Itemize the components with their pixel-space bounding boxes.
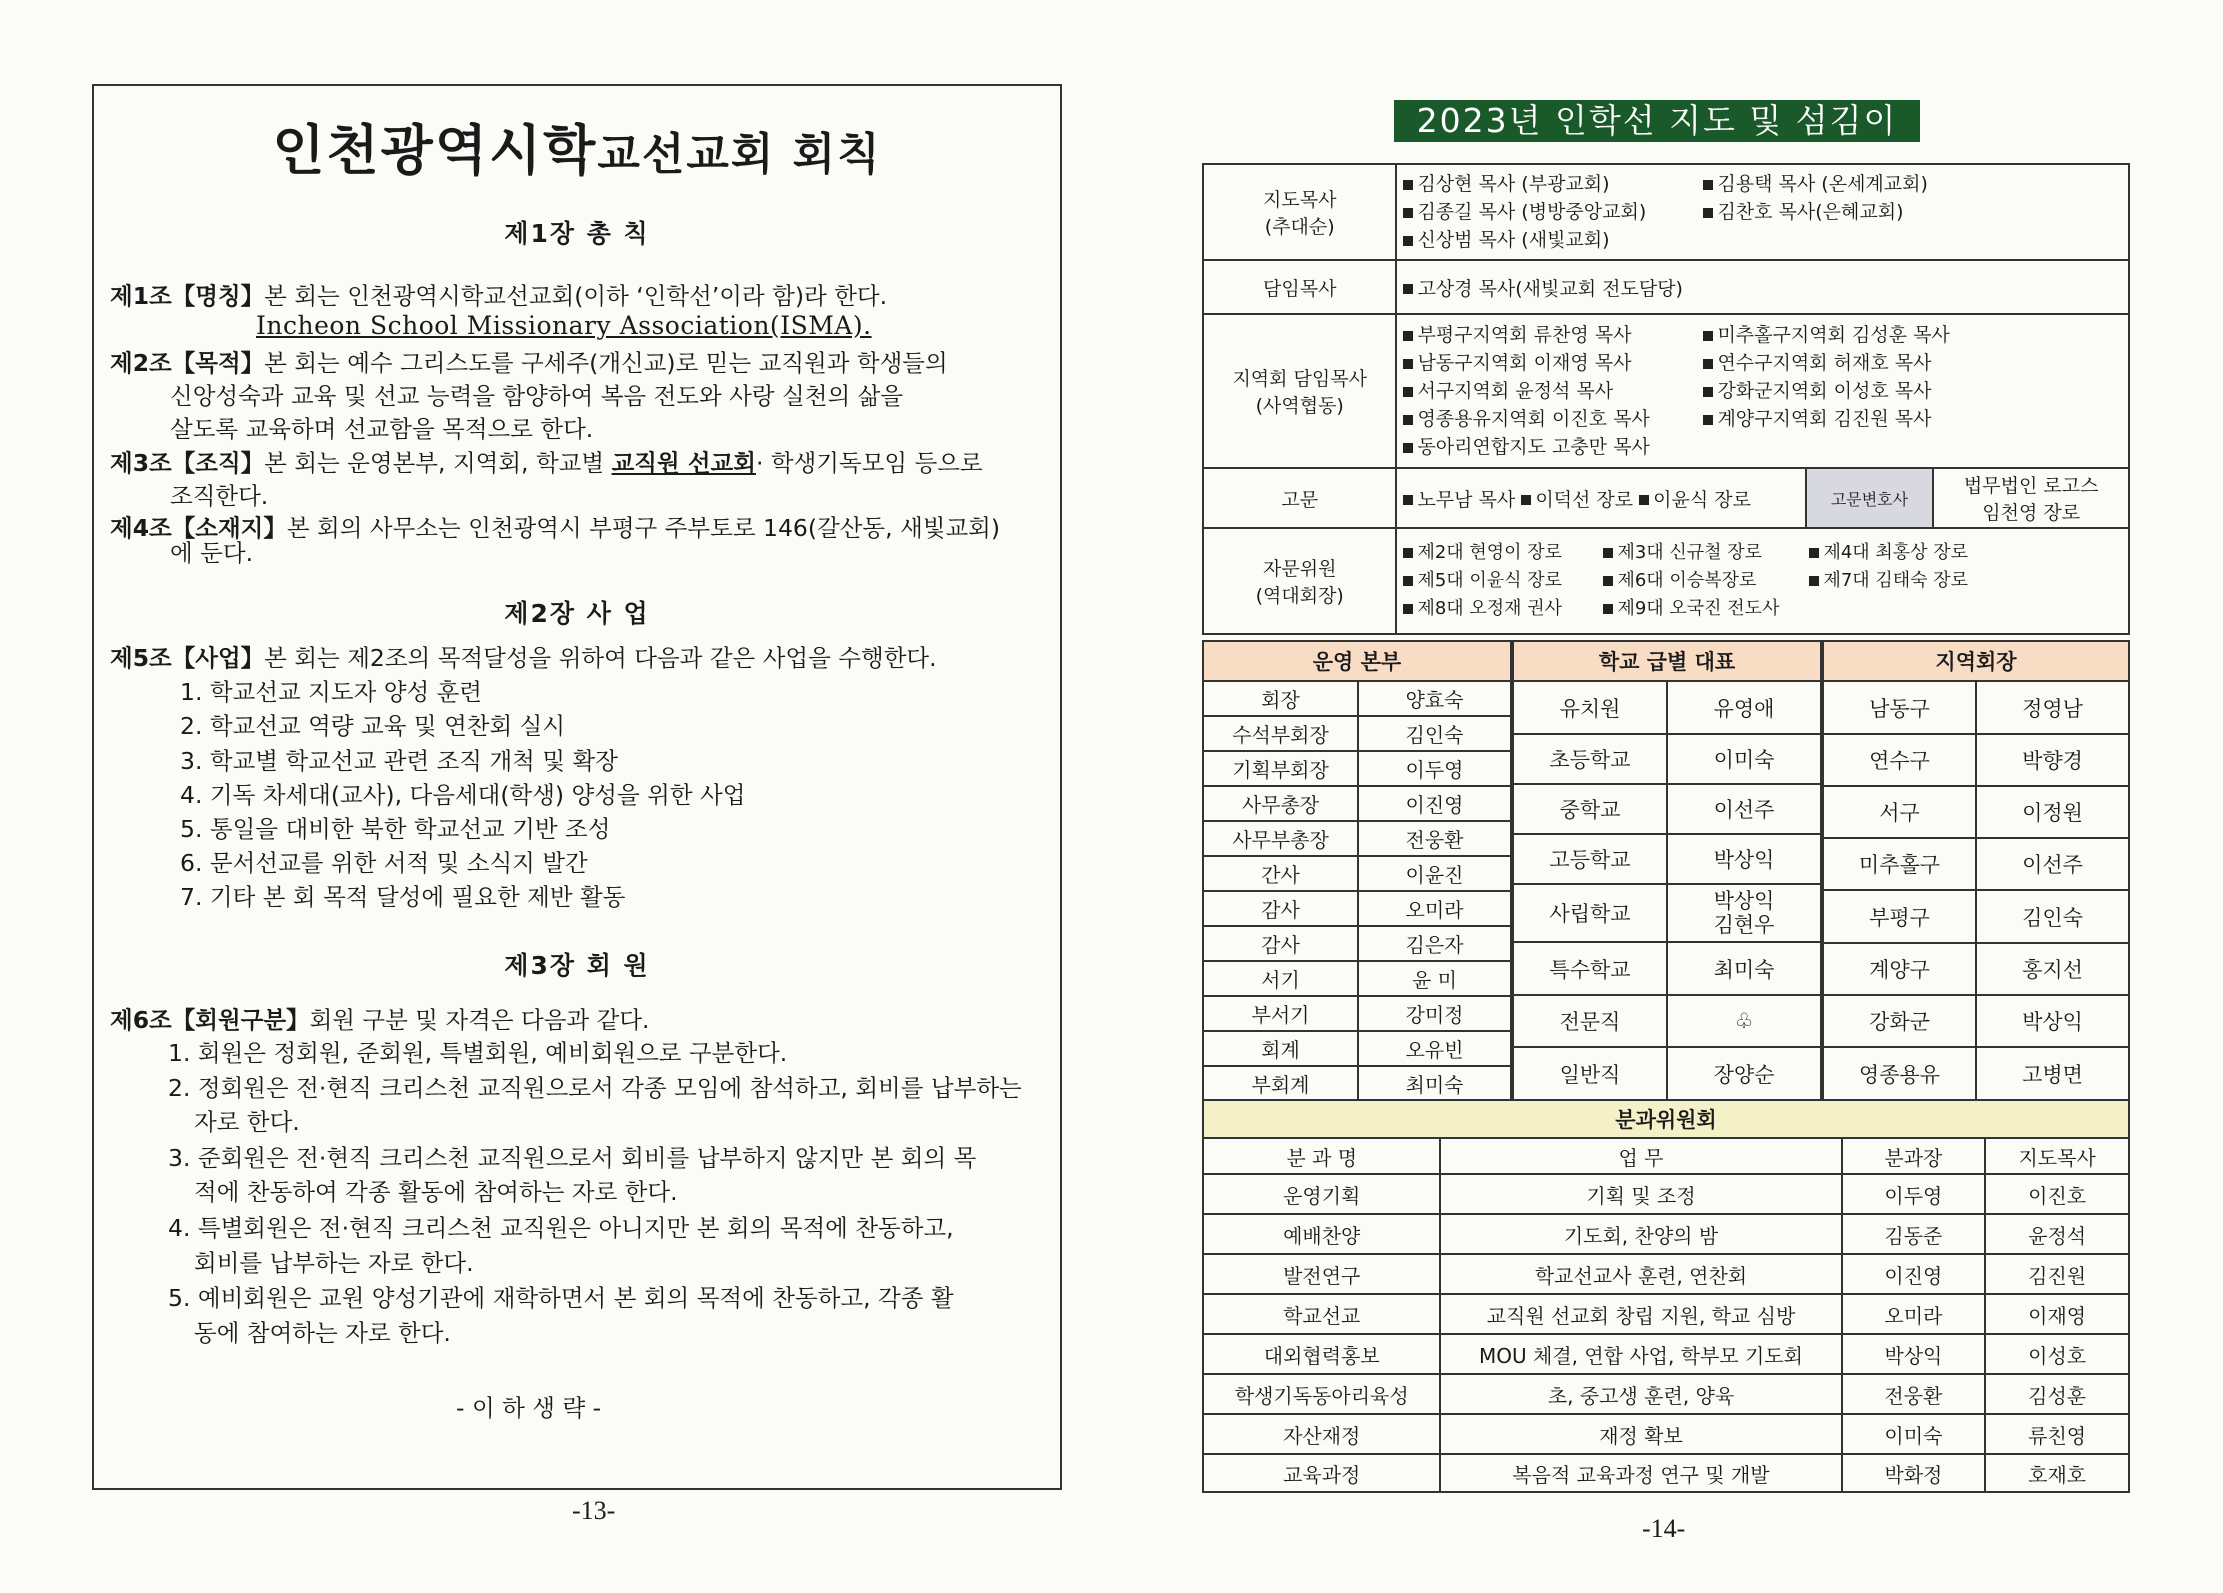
counsel-list: 노무남 목사 이덕선 장로 이윤식 장로 bbox=[1396, 468, 1805, 528]
table-row: 발전연구 학교선교사 훈련, 연찬회 이진영 김진원 bbox=[1203, 1254, 2129, 1294]
former-presidents-list: 제2대 현영이 장로 제3대 신규철 장로 제4대 최홍상 장로 제5대 이윤식 장로 제6대 이승복장로 제7대 김태숙 장로 제8대 오정재 권사 제9대 오국진 전도사 bbox=[1396, 528, 2129, 634]
article-5-item: 4. 기독 차세대(교사), 다음세대(학생) 양성을 위한 사업 bbox=[180, 781, 746, 809]
region-name: 연수구 bbox=[1823, 734, 1976, 786]
committee-col-header: 분과장 bbox=[1842, 1138, 1986, 1174]
region-name: 미추홀구 bbox=[1823, 838, 1976, 890]
article-6: 제6조【회원구분】회원 구분 및 자격은 다음과 같다. bbox=[110, 1006, 650, 1034]
region-head: 박상익 bbox=[1976, 995, 2129, 1047]
lawyer-value: 법무법인 로고스 임천영 장로 bbox=[1933, 468, 2129, 528]
hq-person: 김은자 bbox=[1358, 926, 1511, 961]
school-level: 유치원 bbox=[1513, 681, 1667, 734]
school-level: 중학교 bbox=[1513, 784, 1667, 834]
region-table bbox=[1822, 640, 2130, 1102]
hq-role: 수석부회장 bbox=[1203, 716, 1358, 751]
region-name: 서구 bbox=[1823, 786, 1976, 838]
advisors-label: 지도목사 (추대순) bbox=[1203, 164, 1396, 260]
right-page-title: 2023년 인학선 지도 및 섬김이 bbox=[1394, 100, 1920, 142]
table-row: 대외협력홍보 MOU 체결, 연합 사업, 학부모 기도회 박상익 이성호 bbox=[1203, 1334, 2129, 1374]
hq-person: 이두영 bbox=[1358, 751, 1511, 786]
hq-person: 양효숙 bbox=[1358, 681, 1511, 716]
article-4-line-2: 에 둔다. bbox=[170, 539, 254, 567]
hq-role: 서기 bbox=[1203, 961, 1358, 996]
committee-col-header: 지도목사 bbox=[1985, 1138, 2129, 1174]
omitted-note: - 이 하 생 략 - bbox=[456, 1394, 602, 1422]
hq-role: 사무부총장 bbox=[1203, 821, 1358, 856]
table-row: 학생기독동아리육성 초, 중고생 훈련, 양육 전웅환 김성훈 bbox=[1203, 1374, 2129, 1414]
hq-role: 사무총장 bbox=[1203, 786, 1358, 821]
article-6-line: 회비를 납부하는 자로 한다. bbox=[194, 1249, 474, 1277]
hq-role: 간사 bbox=[1203, 856, 1358, 891]
hq-header: 운영 본부 bbox=[1203, 641, 1511, 681]
article-5-item: 2. 학교선교 역량 교육 및 연찬회 실시 bbox=[180, 712, 566, 740]
table-row: 교육과정 복음적 교육과정 연구 및 개발 박화정 호재호 bbox=[1203, 1454, 2129, 1492]
article-5: 제5조【사업】본 회는 제2조의 목적달성을 위하여 다음과 같은 사업을 수행한다. bbox=[110, 644, 937, 672]
hq-person: 오유빈 bbox=[1358, 1031, 1511, 1066]
regional-pastor-list: 부평구지역회 류찬영 목사 미추홀구지역회 김성훈 목사 남동구지역회 이재영 목사 연수구지역회 허재호 목사 서구지역회 윤정석 목사 강화군지역회 이성호 목사 영종용유지역회 이진호 목사 계양구지역회 김진원 목사 동아리연합지도 고충만 목사 bbox=[1396, 314, 2129, 468]
article-6-line: 3. 준회원은 전·현직 크리스천 교직원으로서 회비를 납부하지 않지만 본 회의 목 bbox=[168, 1144, 977, 1172]
article-2-line-2: 신앙성숙과 교육 및 선교 능력을 함양하여 복음 전도와 사랑 실천의 삶을 bbox=[170, 382, 904, 410]
hq-role: 기획부회장 bbox=[1203, 751, 1358, 786]
region-name: 계양구 bbox=[1823, 943, 1976, 995]
hq-role: 감사 bbox=[1203, 926, 1358, 961]
table-row: 학교선교 교직원 선교회 창립 지원, 학교 심방 오미라 이재영 bbox=[1203, 1294, 2129, 1334]
page-number-left: -13- bbox=[572, 1496, 616, 1525]
article-5-item: 5. 통일을 대비한 북한 학교선교 기반 조성 bbox=[180, 815, 611, 843]
region-name: 강화군 bbox=[1823, 995, 1976, 1047]
hq-person: 최미숙 bbox=[1358, 1066, 1511, 1101]
school-rep: ♧ bbox=[1667, 995, 1821, 1047]
article-4-line-1: 제4조【소재지】본 회의 사무소는 인천광역시 부평구 주부토로 146(갈산동, 새빛교회) bbox=[110, 514, 1001, 542]
hq-role: 감사 bbox=[1203, 891, 1358, 926]
school-rep: 박상익 bbox=[1667, 834, 1821, 884]
page-title: 인천광역시학교선교회 회칙 bbox=[272, 119, 882, 182]
article-2-line-3: 살도록 교육하며 선교함을 목적으로 한다. bbox=[170, 415, 594, 443]
school-level: 일반직 bbox=[1513, 1047, 1667, 1101]
region-name: 부평구 bbox=[1823, 890, 1976, 943]
page-number-right: -14- bbox=[1642, 1514, 1686, 1543]
article-6-line: 적에 찬동하여 각종 활동에 참여하는 자로 한다. bbox=[194, 1178, 678, 1206]
hq-person: 김인숙 bbox=[1358, 716, 1511, 751]
article-1: 제1조【명칭】본 회는 인천광역시학교선교회(이하 ‘인학선’이라 함)라 한다. bbox=[110, 282, 888, 310]
former-presidents-label: 자문위원 (역대회장) bbox=[1203, 528, 1396, 634]
school-level: 초등학교 bbox=[1513, 734, 1667, 784]
article-6-line: 5. 예비회원은 교원 양성기관에 재학하면서 본 회의 목적에 찬동하고, 각종 활 bbox=[168, 1284, 954, 1312]
region-head: 이정원 bbox=[1976, 786, 2129, 838]
article-3-line-2: 조직한다. bbox=[170, 482, 269, 510]
chapter-3-heading: 제3장 회 원 bbox=[504, 951, 650, 980]
region-head: 박향경 bbox=[1976, 734, 2129, 786]
region-header: 지역회장 bbox=[1823, 641, 2129, 681]
table-row: 예배찬양 기도회, 찬양의 밤 김동준 윤정석 bbox=[1203, 1214, 2129, 1254]
article-6-line: 2. 정회원은 전·현직 크리스천 교직원으로서 각종 모임에 참석하고, 회비를 납부하는 bbox=[168, 1074, 1022, 1102]
article-6-line: 1. 회원은 정회원, 준회원, 특별회원, 예비회원으로 구분한다. bbox=[168, 1039, 788, 1067]
pastor-value: 고상경 목사(새빛교회 전도담당) bbox=[1396, 260, 2129, 314]
region-head: 고병면 bbox=[1976, 1047, 2129, 1101]
committee-table bbox=[1202, 1099, 2130, 1493]
school-header: 학교 급별 대표 bbox=[1513, 641, 1821, 681]
advisors-list: 김상현 목사 (부광교회) 김용택 목사 (온세계교회) 김종길 목사 (병방중앙교회) 김찬호 목사(은혜교회) 신상범 목사 (새빛교회) bbox=[1396, 164, 2129, 260]
hq-person: 오미라 bbox=[1358, 891, 1511, 926]
school-rep: 유영애 bbox=[1667, 681, 1821, 734]
school-level: 고등학교 bbox=[1513, 834, 1667, 884]
school-level: 특수학교 bbox=[1513, 942, 1667, 995]
school-rep: 최미숙 bbox=[1667, 942, 1821, 995]
lawyer-label: 고문변호사 bbox=[1806, 468, 1934, 528]
hq-role: 회장 bbox=[1203, 681, 1358, 716]
region-head: 김인숙 bbox=[1976, 890, 2129, 943]
region-name: 남동구 bbox=[1823, 681, 1976, 734]
article-5-item: 6. 문서선교를 위한 서적 및 소식지 발간 bbox=[180, 849, 588, 877]
region-head: 홍지선 bbox=[1976, 943, 2129, 995]
hq-table bbox=[1202, 640, 1512, 1102]
hq-person: 이윤진 bbox=[1358, 856, 1511, 891]
school-level: 전문직 bbox=[1513, 995, 1667, 1047]
hq-role: 부회계 bbox=[1203, 1066, 1358, 1101]
table-row: 자산재정 재정 확보 이미숙 류친영 bbox=[1203, 1414, 2129, 1454]
region-head: 이선주 bbox=[1976, 838, 2129, 890]
region-head: 정영남 bbox=[1976, 681, 2129, 734]
hq-person: 윤 미 bbox=[1358, 961, 1511, 996]
committee-col-header: 분 과 명 bbox=[1203, 1138, 1440, 1174]
committee-header: 분과위원회 bbox=[1203, 1100, 2129, 1138]
school-level: 사립학교 bbox=[1513, 884, 1667, 942]
chapter-1-heading: 제1장 총 칙 bbox=[504, 219, 650, 248]
article-5-item: 7. 기타 본 회 목적 달성에 필요한 제반 활동 bbox=[180, 883, 626, 911]
hq-person: 강미정 bbox=[1358, 996, 1511, 1031]
regional-pastor-label: 지역회 담임목사 (사역협동) bbox=[1203, 314, 1396, 468]
school-rep: 장양순 bbox=[1667, 1047, 1821, 1101]
chapter-2-heading: 제2장 사 업 bbox=[504, 599, 650, 628]
school-rep: 이선주 bbox=[1667, 784, 1821, 834]
school-rep: 이미숙 bbox=[1667, 734, 1821, 784]
pastor-label: 담임목사 bbox=[1203, 260, 1396, 314]
article-5-item: 1. 학교선교 지도자 양성 훈련 bbox=[180, 678, 483, 706]
article-6-line: 동에 참여하는 자로 한다. bbox=[194, 1319, 451, 1347]
english-name: Incheon School Missionary Association(ISMA). bbox=[256, 311, 872, 340]
region-name: 영종용유 bbox=[1823, 1047, 1976, 1101]
committee-col-header: 업 무 bbox=[1440, 1138, 1841, 1174]
table-row: 운영기획 기획 및 조정 이두영 이진호 bbox=[1203, 1174, 2129, 1214]
article-2-line-1: 제2조【목적】본 회는 예수 그리스도를 구세주(개신교)로 믿는 교직원과 학생들의 bbox=[110, 349, 948, 377]
article-6-line: 자로 한다. bbox=[194, 1108, 300, 1136]
hq-person: 이진영 bbox=[1358, 786, 1511, 821]
article-3-line-1: 제3조【조직】본 회는 운영본부, 지역회, 학교별 교직원 선교회· 학생기독모임 등으로 bbox=[110, 449, 983, 477]
school-level-table bbox=[1512, 640, 1822, 1102]
leaders-table bbox=[1202, 163, 2130, 635]
hq-role: 부서기 bbox=[1203, 996, 1358, 1031]
hq-person: 전웅환 bbox=[1358, 821, 1511, 856]
counsel-label: 고문 bbox=[1203, 468, 1396, 528]
school-rep: 박상익 김현우 bbox=[1667, 884, 1821, 942]
article-5-item: 3. 학교별 학교선교 관련 조직 개척 및 확장 bbox=[180, 747, 618, 775]
article-6-line: 4. 특별회원은 전·현직 크리스천 교직원은 아니지만 본 회의 목적에 찬동하고, bbox=[168, 1214, 954, 1242]
hq-role: 회계 bbox=[1203, 1031, 1358, 1066]
